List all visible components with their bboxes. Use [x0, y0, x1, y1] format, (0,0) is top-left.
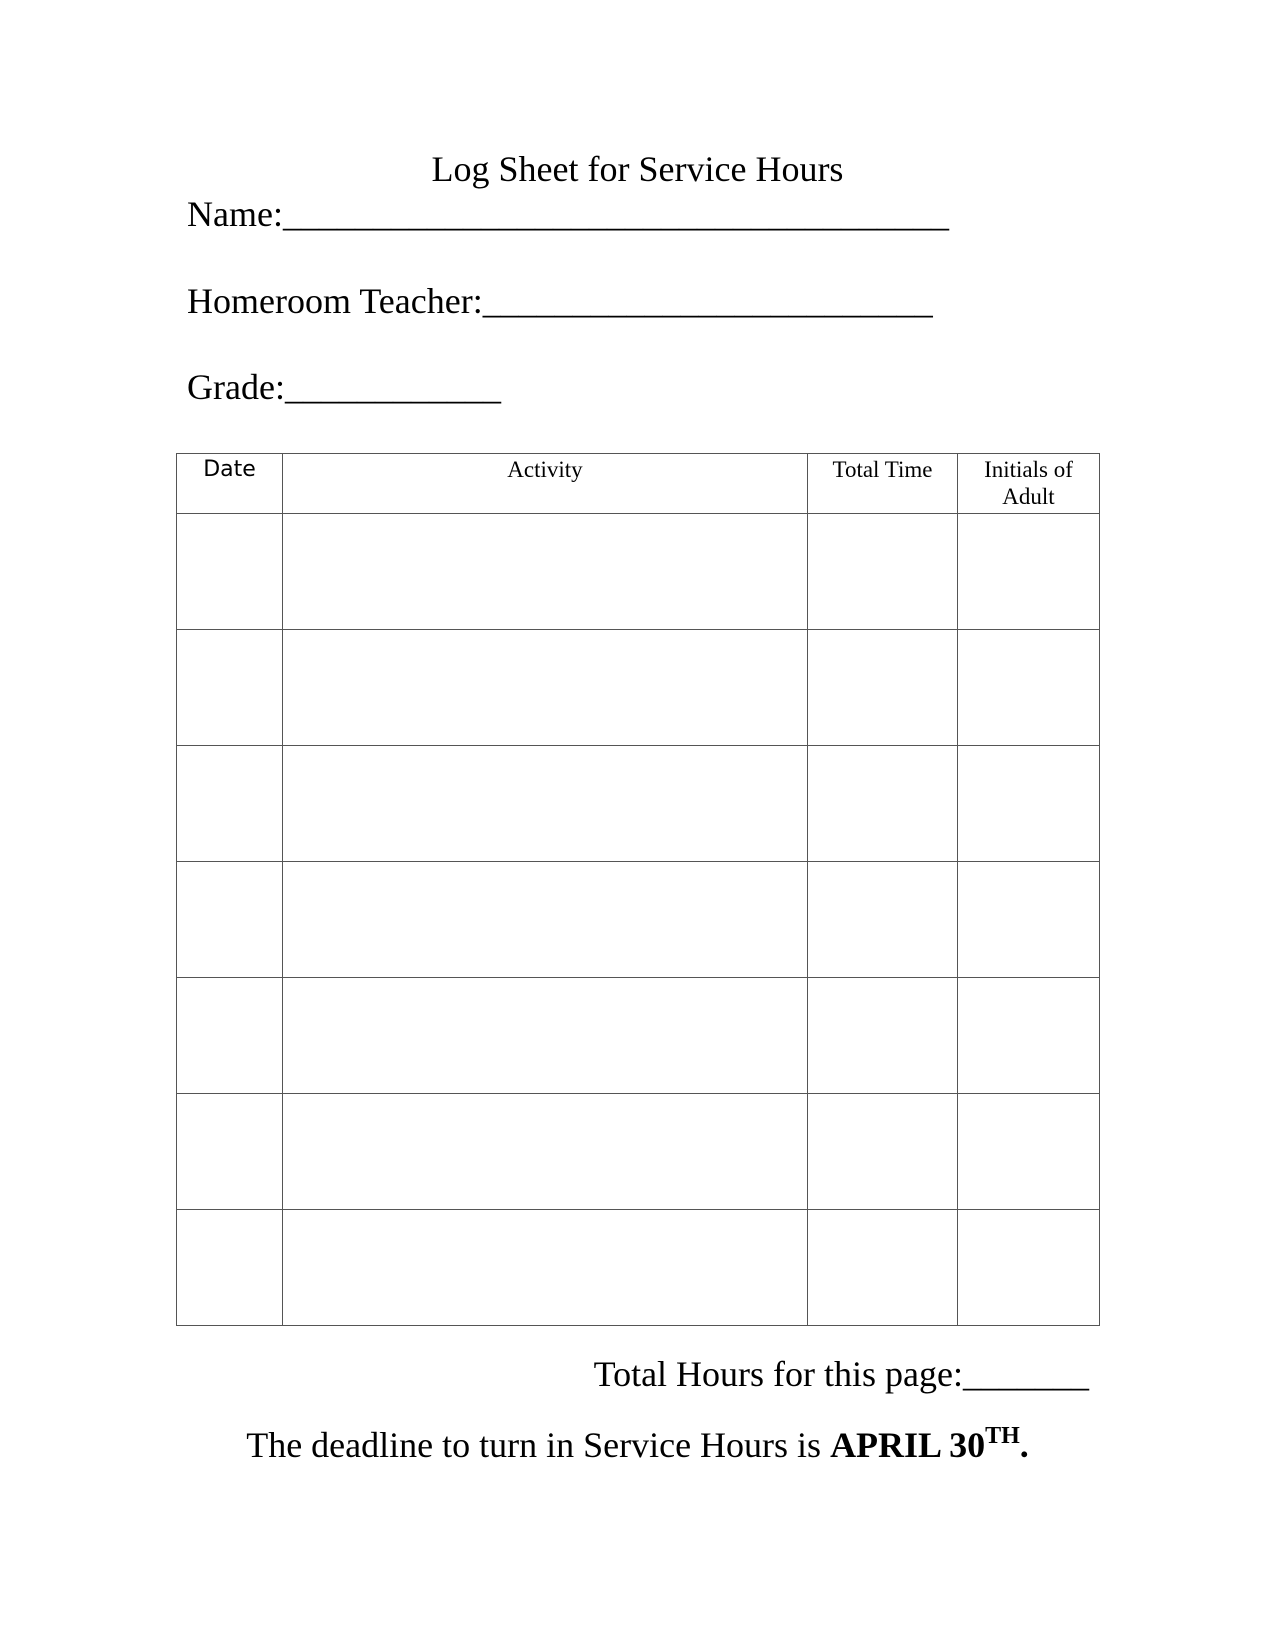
total-hours-label: Total Hours for this page:: [593, 1354, 963, 1394]
total-hours-line: [594, 1354, 1089, 1394]
initials-cell[interactable]: [958, 1210, 1100, 1326]
table-row: [177, 1094, 1100, 1210]
deadline-date: APRIL 30TH.: [830, 1423, 1029, 1465]
initials-cell[interactable]: [958, 746, 1100, 862]
date-header: Date: [177, 454, 283, 514]
grade-field: [187, 367, 501, 407]
date-cell[interactable]: [177, 514, 283, 630]
grade-blank[interactable]: ____________: [284, 367, 501, 407]
date-cell[interactable]: [177, 862, 283, 978]
initials-cell[interactable]: [958, 978, 1100, 1094]
total-time-cell[interactable]: [808, 746, 958, 862]
activity-cell[interactable]: [283, 862, 808, 978]
initials-cell[interactable]: [958, 630, 1100, 746]
table-row: [177, 978, 1100, 1094]
deadline-notice: [0, 1422, 1275, 1468]
deadline-date-suffix: TH: [985, 1423, 1020, 1449]
total-time-header: Total Time: [808, 454, 958, 514]
homeroom-teacher-blank[interactable]: _________________________: [482, 281, 933, 321]
table-row: [177, 1210, 1100, 1326]
name-label: Name:: [187, 194, 283, 234]
total-time-cell[interactable]: [808, 978, 958, 1094]
page-title: Log Sheet for Service Hours: [431, 149, 844, 189]
activity-header: Activity: [283, 454, 808, 514]
activity-cell[interactable]: [283, 746, 808, 862]
date-cell[interactable]: [177, 1094, 283, 1210]
initials-cell[interactable]: [958, 514, 1100, 630]
name-field: [187, 194, 949, 234]
deadline-period: .: [1019, 1425, 1029, 1465]
total-time-cell[interactable]: [808, 630, 958, 746]
deadline-text: The deadline to turn in Service Hours is: [246, 1425, 831, 1465]
total-time-cell[interactable]: [808, 514, 958, 630]
table-header-row: [177, 454, 1100, 514]
grade-label: Grade:: [187, 367, 285, 407]
initials-header: Initials of Adult: [958, 454, 1100, 514]
table-row: [177, 862, 1100, 978]
date-cell[interactable]: [177, 978, 283, 1094]
date-cell[interactable]: [177, 630, 283, 746]
date-cell[interactable]: [177, 746, 283, 862]
total-time-cell[interactable]: [808, 1094, 958, 1210]
initials-cell[interactable]: [958, 1094, 1100, 1210]
activity-cell[interactable]: [283, 1210, 808, 1326]
activity-cell[interactable]: [283, 514, 808, 630]
date-cell[interactable]: [177, 1210, 283, 1326]
homeroom-teacher-label: Homeroom Teacher:: [187, 281, 483, 321]
table-row: [177, 514, 1100, 630]
total-time-cell[interactable]: [808, 862, 958, 978]
name-blank[interactable]: _____________________________________: [282, 194, 949, 234]
table-row: [177, 630, 1100, 746]
activity-cell[interactable]: [283, 630, 808, 746]
service-log-table: [176, 453, 1100, 1326]
table-row: [177, 746, 1100, 862]
homeroom-teacher-field: [187, 281, 933, 321]
activity-cell[interactable]: [283, 1094, 808, 1210]
initials-cell[interactable]: [958, 862, 1100, 978]
total-hours-blank[interactable]: _______: [963, 1354, 1089, 1394]
activity-cell[interactable]: [283, 978, 808, 1094]
total-time-cell[interactable]: [808, 1210, 958, 1326]
